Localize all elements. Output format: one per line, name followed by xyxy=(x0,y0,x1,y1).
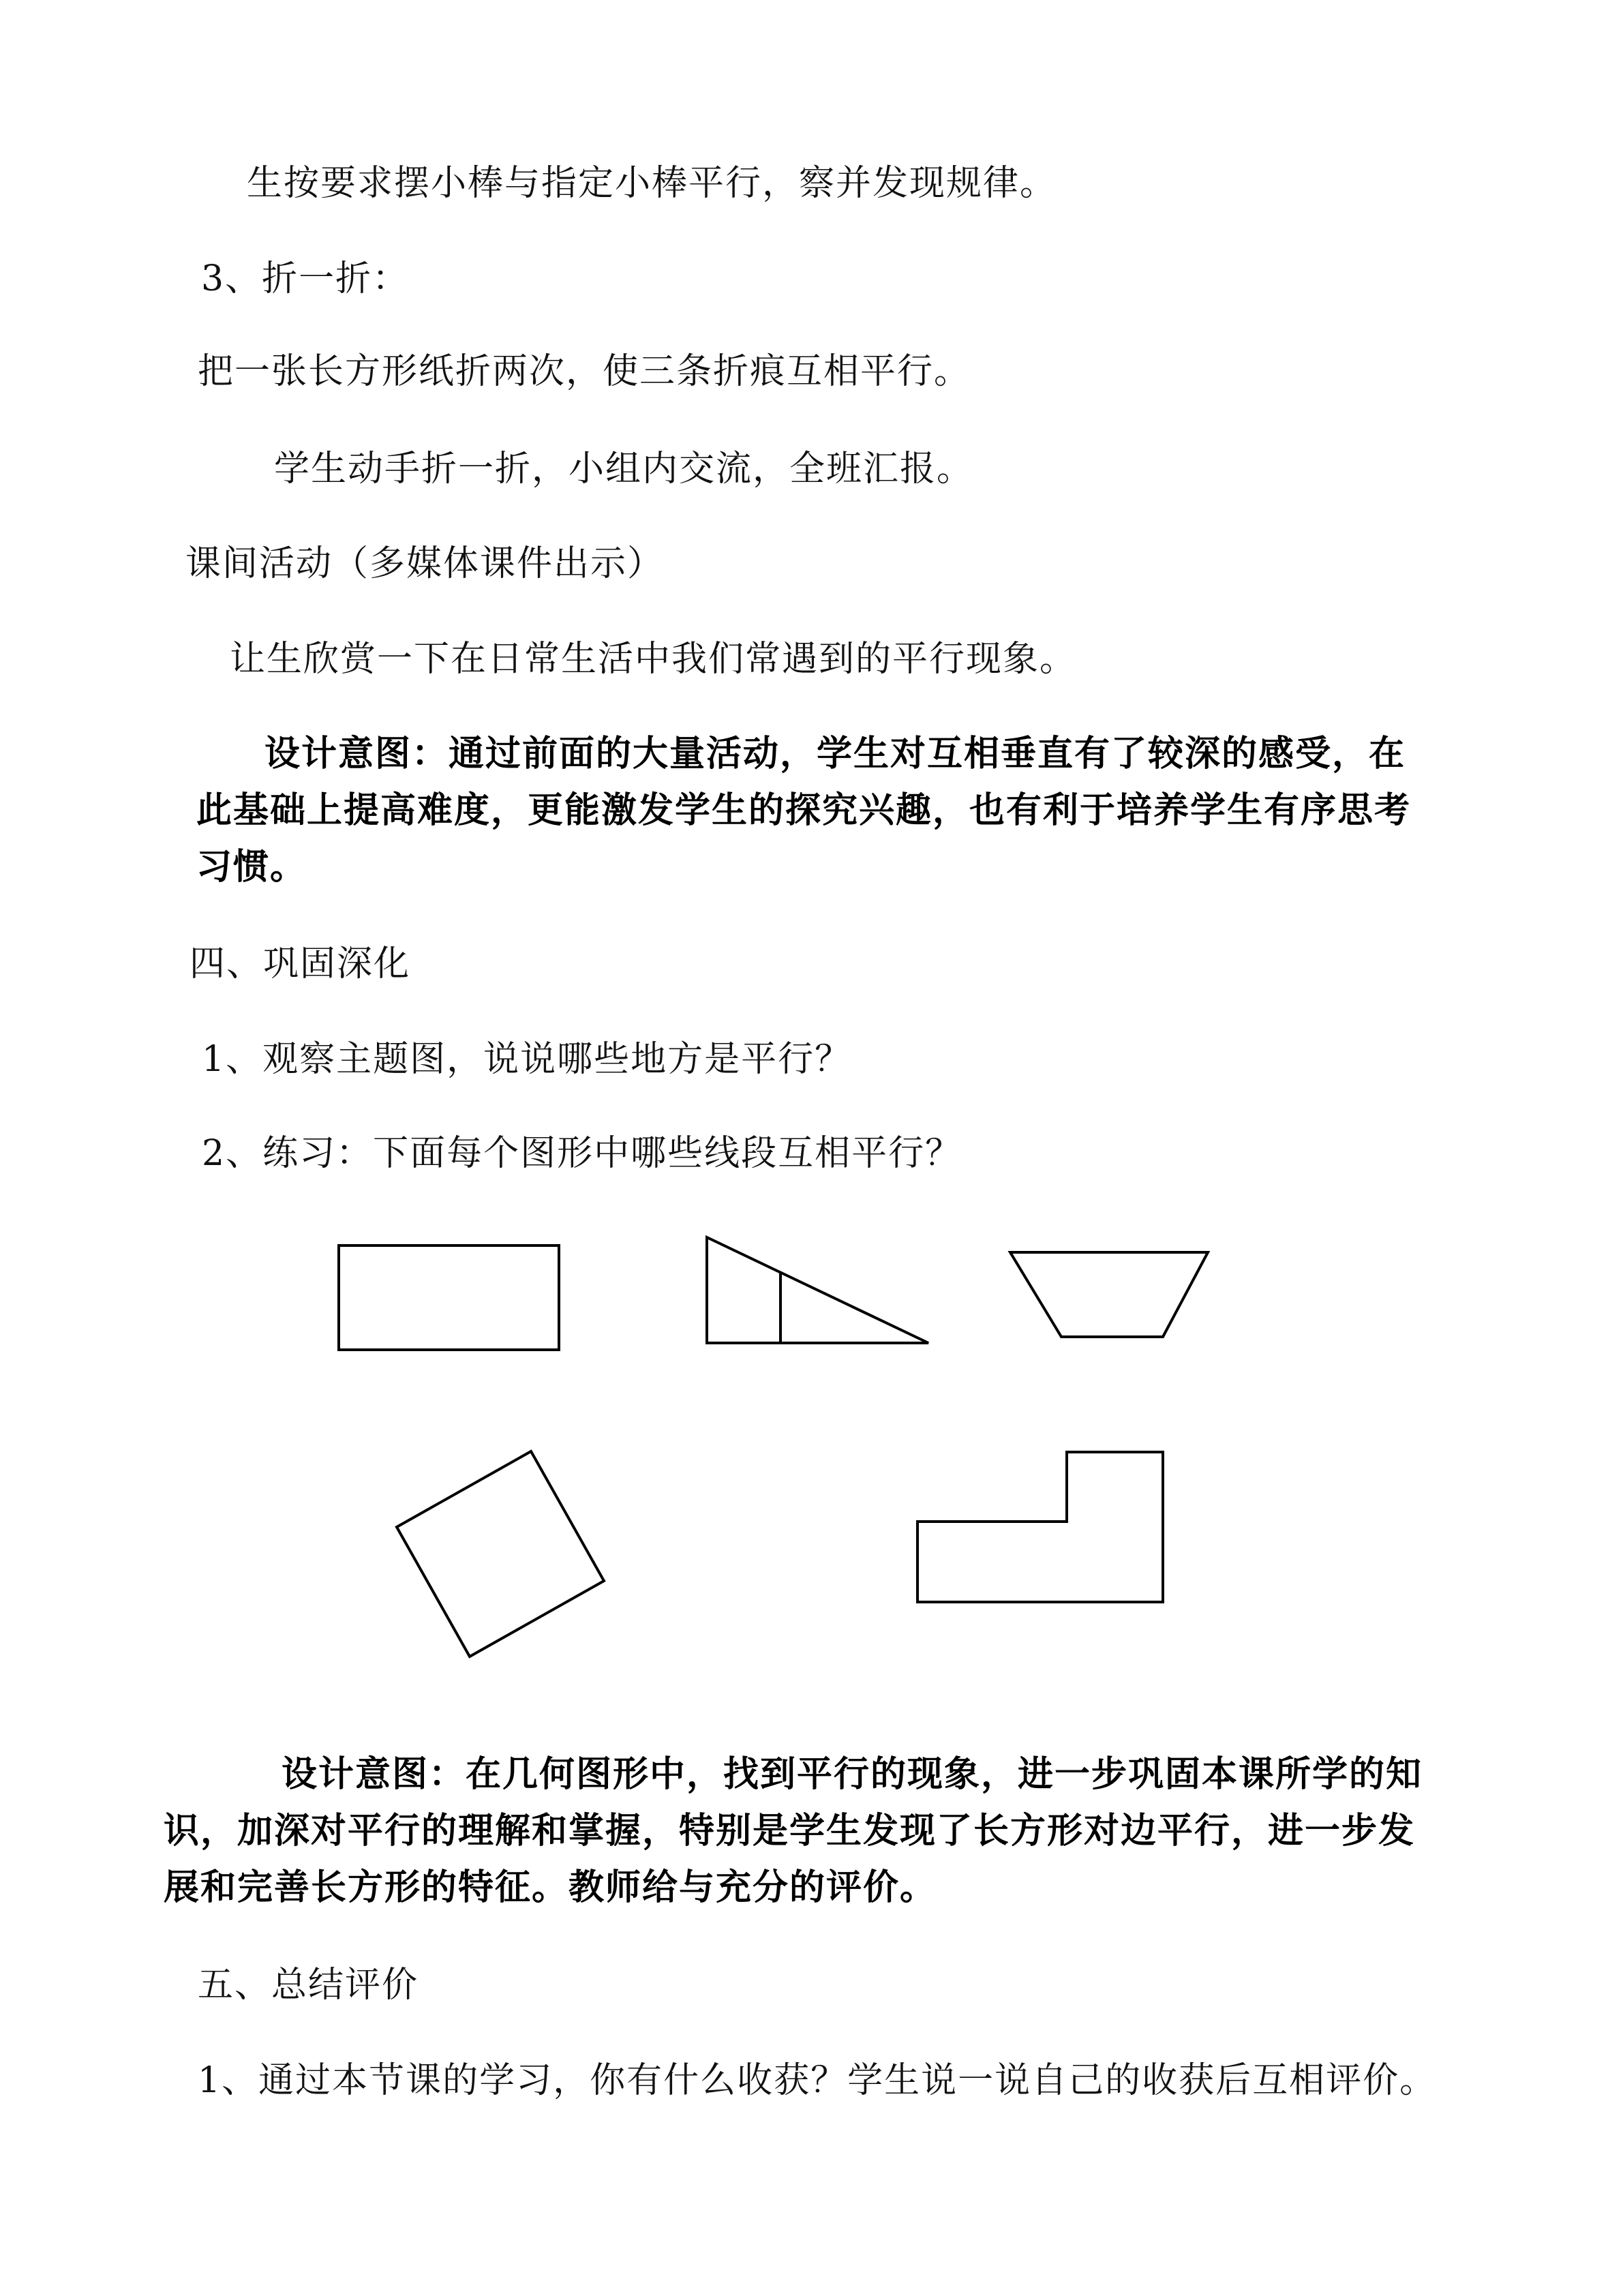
design-intent-1-line-3: 习惯。 xyxy=(196,847,307,888)
l-shape xyxy=(917,1452,1163,1602)
design-intent-1-line-1: 设计意图：通过前面的大量活动，学生对互相垂直有了较深的感受，在 xyxy=(264,734,1406,774)
tilted-square-shape xyxy=(397,1451,604,1657)
paragraph-arrange-sticks: 生按要求摆小棒与指定小棒平行，察并发现规律。 xyxy=(247,163,1057,204)
question-2: 2、练习：下面每个图形中哪些线段互相平行？ xyxy=(202,1133,962,1174)
question-1: 1、观察主题图，说说哪些地方是平行？ xyxy=(202,1039,852,1080)
question-3: 1、通过本节课的学习，你有什么收获？学生说一说自己的收获后互相评价。 xyxy=(198,2060,1437,2101)
right-triangle-shape xyxy=(707,1237,928,1343)
paragraph-students-fold: 学生动手折一折，小组内交流，全班汇报。 xyxy=(274,449,974,489)
section-4-heading: 四、巩固深化 xyxy=(189,943,411,984)
design-intent-2-line-3: 展和完善长方形的特征。教师给与充分的评价。 xyxy=(164,1867,937,1908)
design-intent-1-line-2: 此基础上提高难度，更能激发学生的探究兴趣，也有利于培养学生有序思考 xyxy=(196,790,1412,831)
trapezoid-shape xyxy=(1010,1252,1208,1337)
design-intent-2-line-1: 设计意图：在几何图形中，找到平行的现象，进一步巩固本课所学的知 xyxy=(282,1754,1423,1795)
paragraph-class-activity: 课间活动（多媒体课件出示） xyxy=(185,543,665,584)
paragraph-fold-paper: 把一张长方形纸折两次，使三条折痕互相平行。 xyxy=(198,351,971,392)
section-5-heading: 五、总结评价 xyxy=(198,1965,419,2006)
paragraph-appreciate-parallel: 让生欣赏一下在日常生活中我们常遇到的平行现象。 xyxy=(230,639,1077,680)
rectangle-shape xyxy=(339,1245,559,1350)
design-intent-2-line-2: 识，加深对平行的理解和掌握，特别是学生发现了长方形对边平行，进一步发 xyxy=(164,1811,1416,1852)
step-3-fold: 3、折一折： xyxy=(201,258,410,299)
